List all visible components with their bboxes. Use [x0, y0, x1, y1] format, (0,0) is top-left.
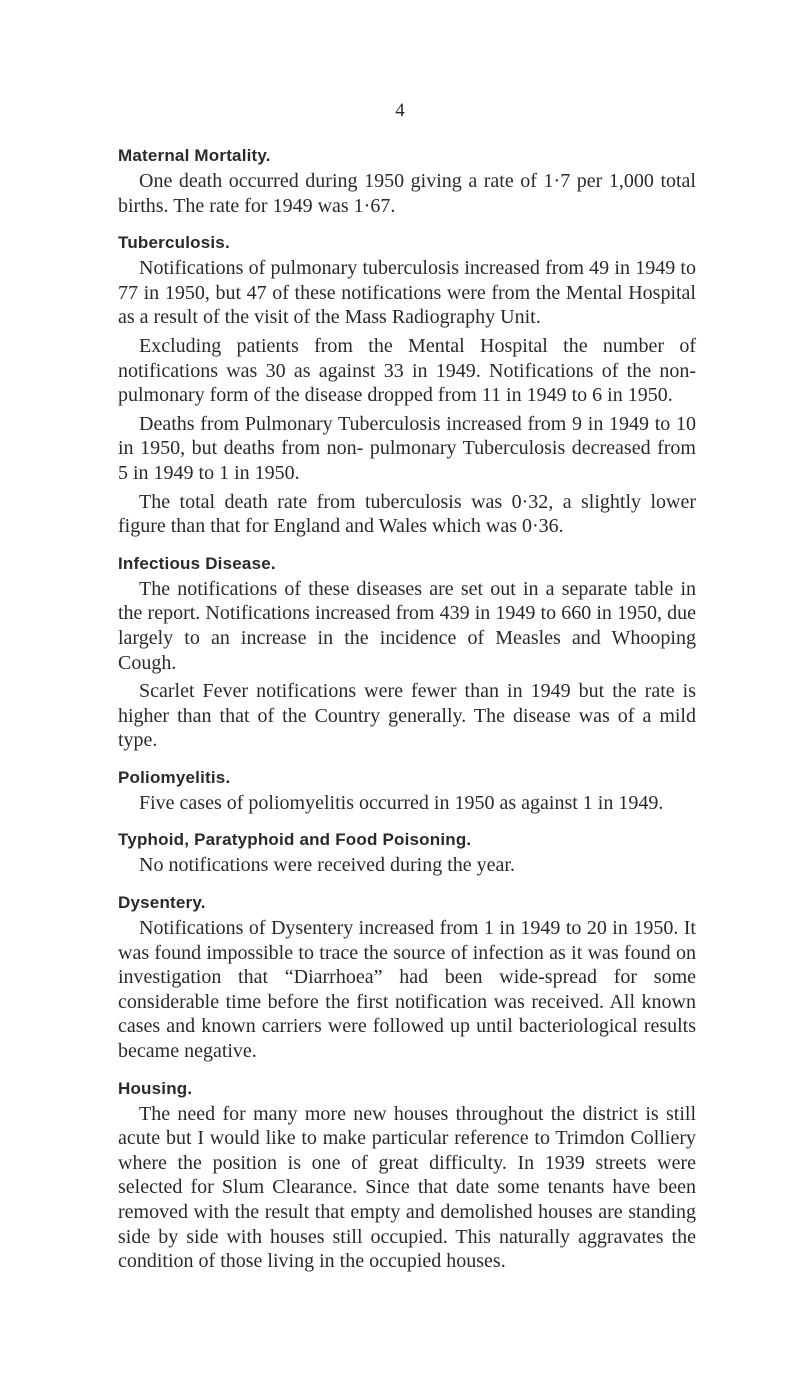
paragraph: Notifications of pulmonary tuberculosis increased from 49 in 1949 to 77 in 1950, but 47 of these notifications were from the Mental Hospital as a result of the visit of the Mass Radiography Unit. — [118, 257, 696, 329]
page-content — [118, 143, 696, 1286]
section-dysentery — [118, 890, 696, 1064]
section-heading: Dysentery. — [118, 893, 206, 913]
section-poliomyelitis — [118, 765, 696, 816]
section-typhoid — [118, 827, 696, 878]
paragraph: Notifications of Dysentery increased from 1 in 1949 to 20 in 1950. It was found impossible to trace the source of infection as it was found on investigation that “Diarrhoea” had been wide-spread for some considerable time before the first notification was received. All known cases and known carriers were followed up until bacteriological results became negative. — [118, 917, 696, 1063]
section-heading: Tuberculosis. — [118, 233, 230, 253]
paragraph: Deaths from Pulmonary Tuberculosis increased from 9 in 1949 to 10 in 1950, but deaths from non- pulmonary Tuberculosis decreased from 5 in 1949 to 1 in 1950. — [118, 412, 696, 484]
paragraph: Scarlet Fever notifications were fewer than in 1949 but the rate is higher than that of the Country generally. The disease was of a mild type. — [118, 680, 696, 752]
section-infectious-disease — [118, 551, 696, 753]
section-heading: Infectious Disease. — [118, 553, 276, 573]
paragraph: No notifications were received during the year. — [139, 854, 515, 877]
section-heading: Maternal Mortality. — [118, 146, 271, 165]
section-housing — [118, 1076, 696, 1274]
paragraph: The need for many more new houses throughout the district is still acute but I would like to make particular reference to Trimdon Colliery where the position is one of great difficulty. In 1939 streets were selected for Slum Clearance. Since that date some tenants have been removed with the result that empty and demolished houses are standing side by side with houses still occupied. This naturally aggravates the condition of those living in the occupied houses. — [118, 1102, 696, 1273]
page-number: 4 — [395, 100, 405, 121]
section-heading: Typhoid, Paratyphoid and Food Poisoning. — [118, 830, 472, 850]
paragraph: The total death rate from tuberculosis was 0·32, a slightly lower figure than that for England and Wales which was 0·36. — [118, 490, 696, 538]
section-maternal-mortality — [118, 143, 696, 218]
section-heading: Housing. — [118, 1078, 193, 1098]
paragraph: Excluding patients from the Mental Hospital the number of notifications was 30 as against 33 in 1949. Notifications of the non-pulmonary form of the disease dropped from 11 in 1949 to 6 in 1950. — [118, 334, 696, 407]
paragraph: One death occurred during 1950 giving a rate of 1·7 per 1,000 total births. The rate for 1949 was 1·67. — [118, 170, 696, 217]
section-heading: Poliomyelitis. — [118, 767, 231, 787]
section-tuberculosis — [118, 230, 696, 539]
paragraph: The notifications of these diseases are set out in a separate table in the report. Notifications increased from 439 in 1949 to 660 in 1950, due largely to an increase in the incidence of Measles and Whooping Cough. — [118, 577, 696, 674]
paragraph: Five cases of poliomyelitis occurred in 1950 as against 1 in 1949. — [139, 791, 664, 814]
